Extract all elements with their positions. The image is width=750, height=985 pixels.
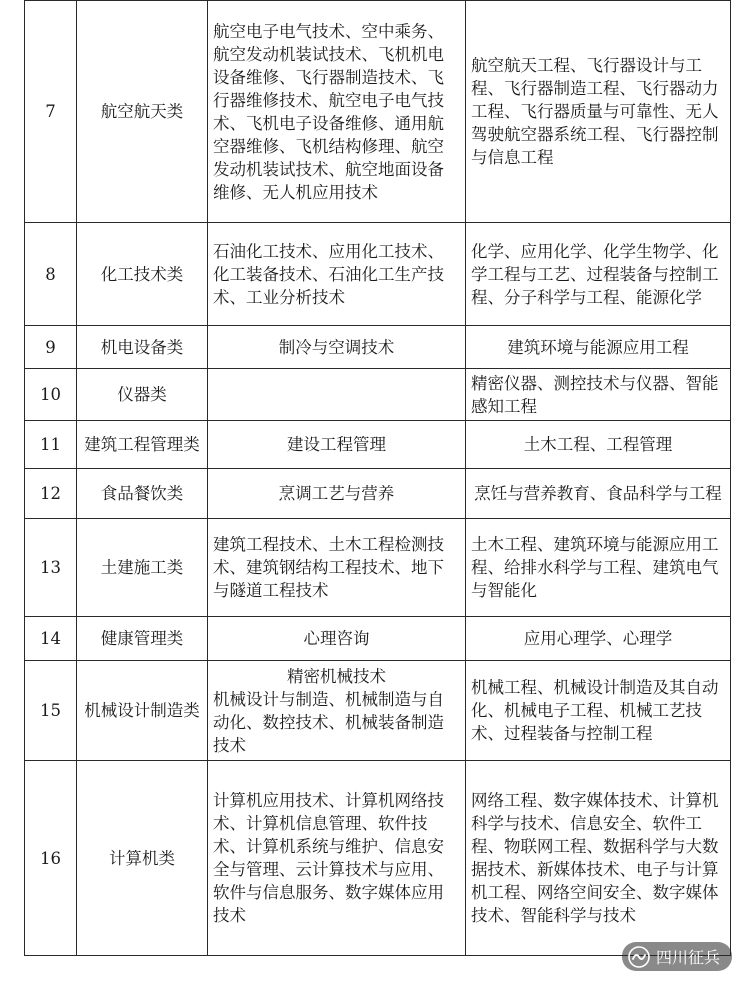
row-number: 8 (25, 223, 77, 326)
watermark-text: 四川征兵 (655, 948, 720, 967)
category-cell: 化工技术类 (77, 223, 208, 326)
vocational-majors-cell (208, 661, 466, 761)
watermark (622, 942, 732, 971)
row-number: 9 (25, 326, 77, 369)
table-row (25, 519, 731, 617)
vocational-majors-cell: 建设工程管理 (208, 421, 466, 469)
row-number: 11 (25, 421, 77, 469)
category-cell: 仪器类 (77, 369, 208, 421)
row-number: 15 (25, 661, 77, 761)
category-cell: 机电设备类 (77, 326, 208, 369)
category-cell: 计算机类 (77, 761, 208, 956)
row-number: 13 (25, 519, 77, 617)
category-cell: 机械设计制造类 (77, 661, 208, 761)
row-number: 10 (25, 369, 77, 421)
vocational-majors-cell: 建筑工程技术、土木工程检测技术、建筑钢结构工程技术、地下与隧道工程技术 (208, 519, 466, 617)
vocational-majors-cell: 航空电子电气技术、空中乘务、航空发动机装试技术、飞机机电设备维修、飞行器制造技术、飞行器维修技术、航空电子电气技术、飞机电子设备维修、通用航空器维修、飞机结构修理、航空发动机装试技术、航空地面设备维修、无人机应用技术 (208, 1, 466, 223)
vocational-majors-cell: 心理咨询 (208, 617, 466, 661)
category-cell: 食品餐饮类 (77, 469, 208, 519)
row-number: 16 (25, 761, 77, 956)
vocational-majors-cell: 计算机应用技术、计算机网络技术、计算机信息管理、软件技术、计算机系统与维护、信息安全与管理、云计算技术与应用、软件与信息服务、数字媒体应用技术 (208, 761, 466, 956)
undergrad-majors-cell: 精密仪器、测控技术与仪器、智能感知工程 (466, 369, 731, 421)
table-row (25, 223, 731, 326)
table-row (25, 1, 731, 223)
vocational-majors-cell: 制冷与空调技术 (208, 326, 466, 369)
undergrad-majors-cell: 化学、应用化学、化学生物学、化学工程与工艺、过程装备与控制工程、分子科学与工程、能源化学 (466, 223, 731, 326)
undergrad-majors-cell: 机械工程、机械设计制造及其自动化、机械电子工程、机械工艺技术、过程装备与控制工程 (466, 661, 731, 761)
vocational-major-head: 精密机械技术 (287, 666, 386, 686)
table-row (25, 421, 731, 469)
majors-table-sheet (24, 0, 730, 956)
category-cell: 航空航天类 (77, 1, 208, 223)
table-row (25, 617, 731, 661)
undergrad-majors-cell: 建筑环境与能源应用工程 (466, 326, 731, 369)
table-row (25, 469, 731, 519)
undergrad-majors-cell: 土木工程、工程管理 (466, 421, 731, 469)
vocational-majors-cell: 烹调工艺与营养 (208, 469, 466, 519)
wechat-channel-icon (628, 946, 650, 968)
table-row (25, 661, 731, 761)
table-row (25, 761, 731, 956)
vocational-majors-cell (208, 369, 466, 421)
category-cell: 健康管理类 (77, 617, 208, 661)
table-row (25, 326, 731, 369)
vocational-majors-text: 机械设计与制造、机械制造与自动化、数控技术、机械装备制造技术 (213, 689, 444, 755)
table-row (25, 369, 731, 421)
undergrad-majors-cell: 航空航天工程、飞行器设计与工程、飞行器制造工程、飞行器动力工程、飞行器质量与可靠性、无人驾驶航空器系统工程、飞行器控制与信息工程 (466, 1, 731, 223)
row-number: 12 (25, 469, 77, 519)
vocational-majors-cell: 石油化工技术、应用化工技术、化工装备技术、石油化工生产技术、工业分析技术 (208, 223, 466, 326)
majors-table (24, 0, 731, 956)
category-cell: 土建施工类 (77, 519, 208, 617)
row-number: 7 (25, 1, 77, 223)
undergrad-majors-cell: 土木工程、建筑环境与能源应用工程、给排水科学与工程、建筑电气与智能化 (466, 519, 731, 617)
category-cell: 建筑工程管理类 (77, 421, 208, 469)
row-number: 14 (25, 617, 77, 661)
undergrad-majors-cell: 应用心理学、心理学 (466, 617, 731, 661)
undergrad-majors-cell: 烹饪与营养教育、食品科学与工程 (466, 469, 731, 519)
undergrad-majors-cell: 网络工程、数字媒体技术、计算机科学与技术、信息安全、软件工程、物联网工程、数据科学与大数据技术、新媒体技术、电子与计算机工程、网络空间安全、数字媒体技术、智能科学与技术 (466, 761, 731, 956)
